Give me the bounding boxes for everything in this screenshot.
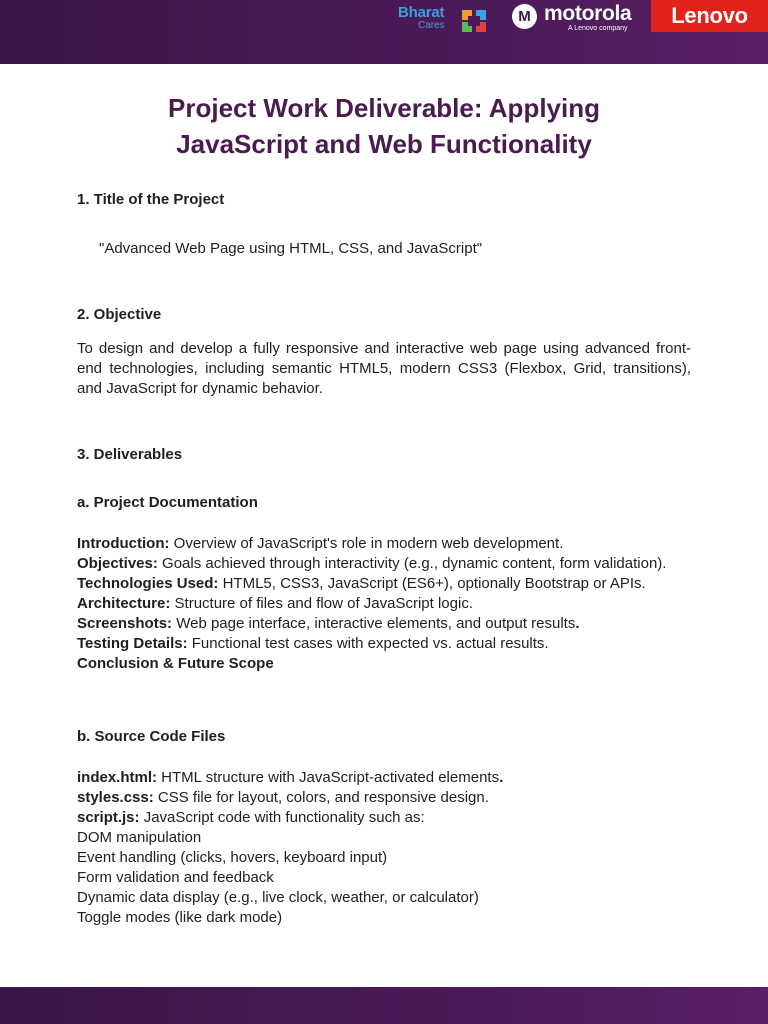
list-item [77, 868, 691, 888]
list-item-suffix: . [575, 615, 580, 632]
list-item-label: styles.css: [77, 789, 154, 806]
motorola-batwing-icon: M [512, 4, 537, 29]
list-item [77, 828, 691, 848]
list-item-label: script.js: [77, 809, 140, 826]
list-item-label: Testing Details: [77, 635, 188, 652]
list-item-text: CSS file for layout, colors, and responsive design. [153, 789, 489, 806]
list-item [77, 594, 691, 614]
lenovo-logo: Lenovo [651, 0, 768, 32]
list-item [77, 634, 691, 654]
section-heading-objective: 2. Objective [77, 306, 162, 323]
bharat-cares-logo-line1: Bharat [398, 4, 445, 21]
document-title-line2: JavaScript and Web Functionality [176, 129, 592, 159]
list-item-text: Structure of files and flow of JavaScript logic. [170, 595, 473, 612]
list-item [77, 788, 691, 808]
list-item-label: index.html: [77, 769, 158, 786]
list-item [77, 654, 691, 674]
list-item [77, 554, 691, 574]
list-item-label: Objectives: [77, 555, 158, 572]
list-item-text: DOM manipulation [77, 829, 202, 846]
list-item-suffix: . [499, 769, 504, 786]
list-item [77, 888, 691, 908]
bharat-cares-logo-line2: Cares [418, 20, 445, 31]
list-item-text: HTML5, CSS3, JavaScript (ES6+), optionally Bootstrap or APIs. [218, 575, 646, 592]
list-item-label: Conclusion & Future Scope [77, 655, 274, 672]
list-item [77, 908, 691, 928]
list-item [77, 574, 691, 594]
list-item-text: JavaScript code with functionality such as: [139, 809, 425, 826]
motorola-wordmark: motorola [544, 2, 632, 25]
list-item-label: Technologies Used: [77, 575, 219, 592]
list-item-text: Goals achieved through interactivity (e.g., dynamic content, form validation). [157, 555, 667, 572]
list-item [77, 614, 691, 634]
list-item-text: Event handling (clicks, hovers, keyboard input) [77, 849, 388, 866]
list-item-label: Architecture: [77, 595, 171, 612]
document-title-line1: Project Work Deliverable: Applying [168, 93, 600, 123]
subsection-heading-documentation: a. Project Documentation [77, 494, 258, 511]
list-item-label: Introduction: [77, 535, 170, 552]
list-item-text: Functional test cases with expected vs. actual results. [187, 635, 549, 652]
motorola-tagline: A Lenovo company [568, 25, 628, 32]
project-title-text: "Advanced Web Page using HTML, CSS, and JavaScript" [99, 240, 483, 257]
list-item [77, 534, 691, 554]
list-item-text: Dynamic data display (e.g., live clock, weather, or calculator) [77, 889, 479, 906]
section-heading-title: 1. Title of the Project [77, 191, 225, 208]
list-item-text: Overview of JavaScript's role in modern web development. [169, 535, 564, 552]
objective-paragraph: To design and develop a fully responsive and interactive web page using advanced front-end technologies, including semantic HTML5, modern CSS3 (Flexbox, Grid, transitions), and JavaScript for dynamic behavior. [77, 340, 691, 397]
subsection-heading-source: b. Source Code Files [77, 728, 226, 745]
documentation-list [77, 534, 691, 674]
list-item-text: HTML structure with JavaScript-activated elements [157, 769, 500, 786]
list-item-text: Form validation and feedback [77, 869, 274, 886]
motorola-logo [512, 2, 644, 34]
list-item [77, 768, 691, 788]
document-title [60, 90, 708, 162]
source-files-list [77, 768, 691, 928]
list-item-text: Toggle modes (like dark mode) [77, 909, 283, 926]
bharat-cares-mark-icon [458, 6, 490, 34]
footer-band [0, 987, 768, 1024]
header-band [0, 0, 768, 64]
list-item-label: Screenshots: [77, 615, 173, 632]
list-item [77, 848, 691, 868]
list-item-text: Web page interface, interactive elements, and output results [172, 615, 576, 632]
bharat-cares-logo [398, 4, 496, 34]
list-item [77, 808, 691, 828]
section-heading-deliverables: 3. Deliverables [77, 446, 183, 463]
